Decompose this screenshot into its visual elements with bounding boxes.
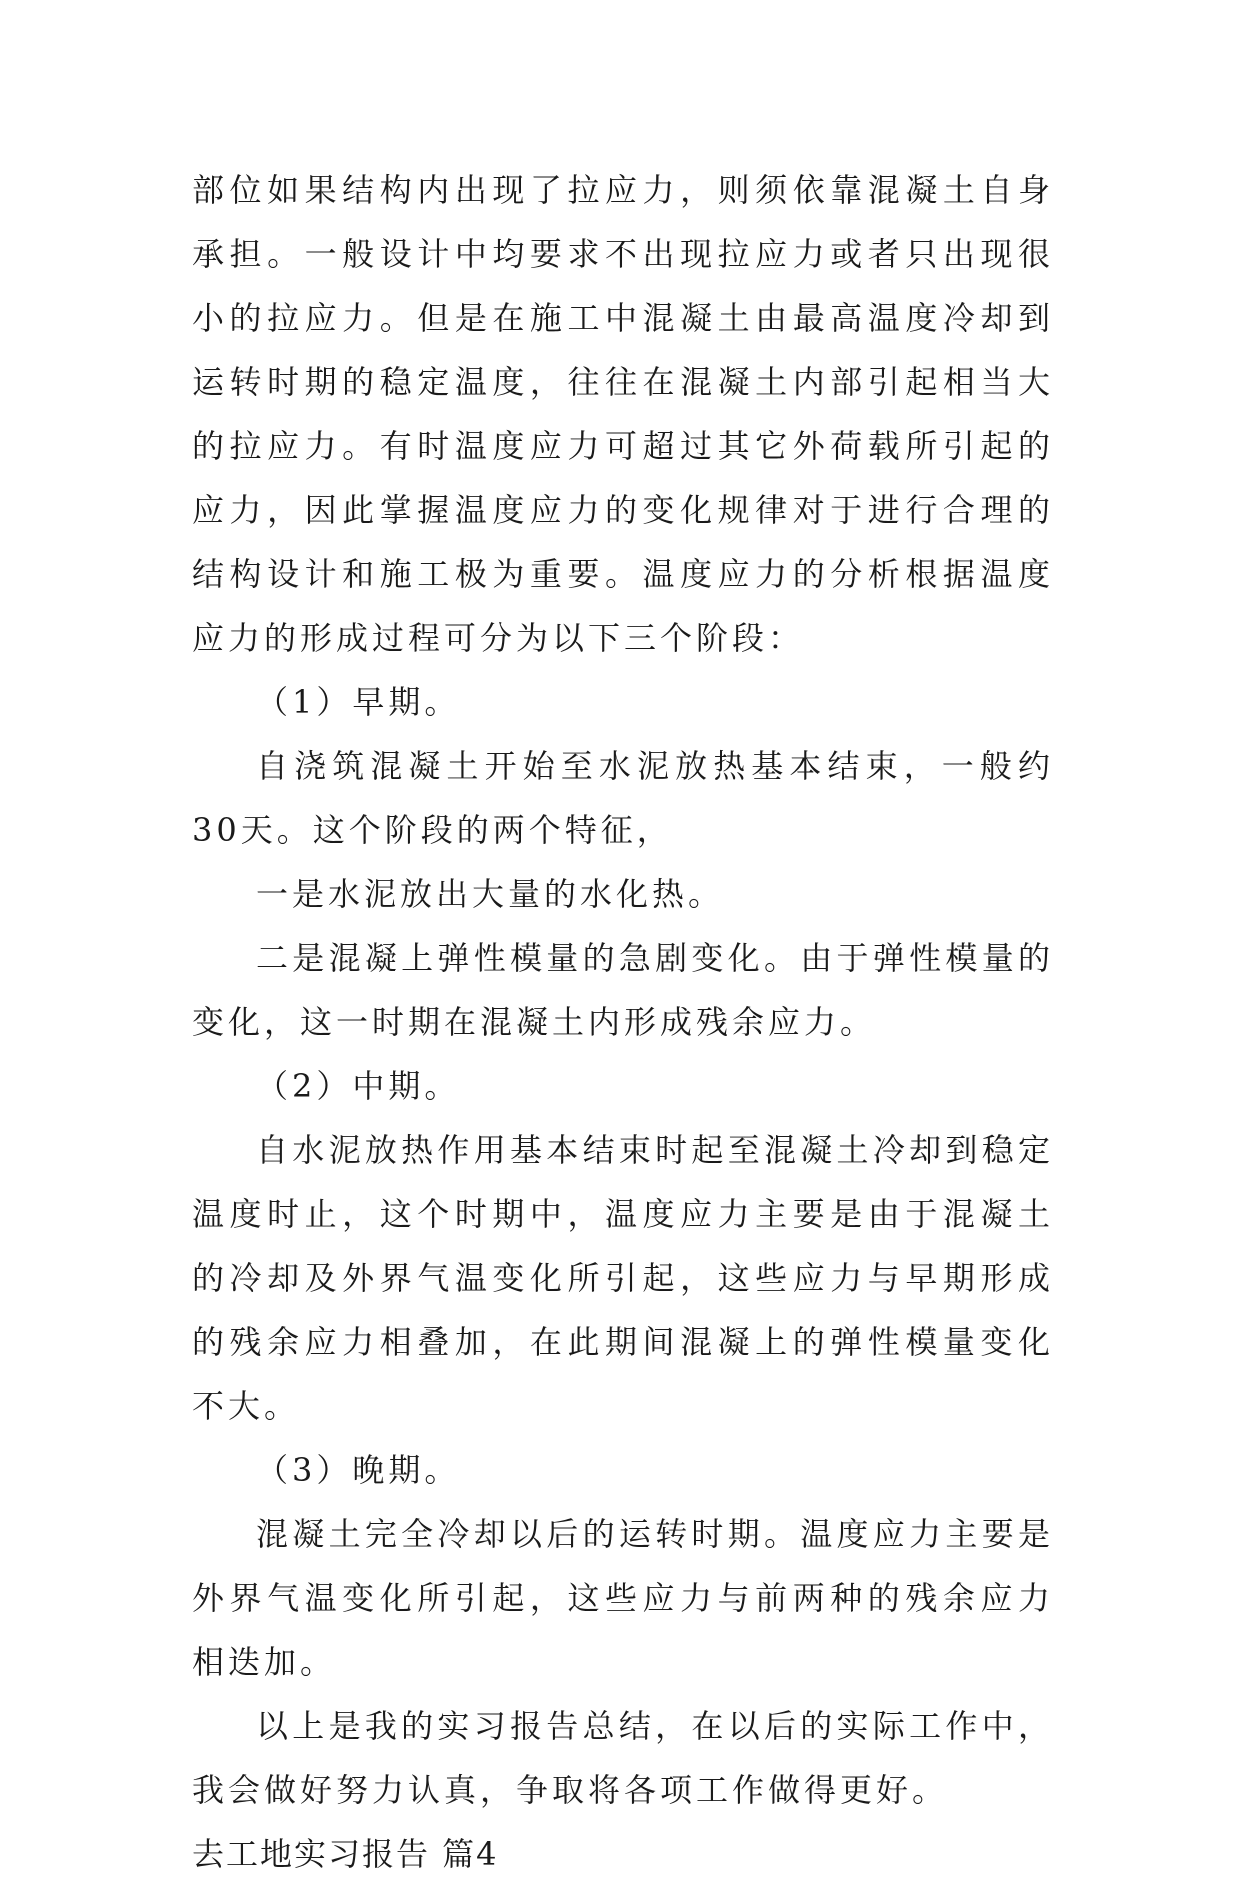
paragraph: 二是混凝上弹性模量的急剧变化。由于弹性模量的变化，这一时期在混凝土内形成残余应力。 <box>192 939 1054 1041</box>
paragraph: 自水泥放热作用基本结束时起至混凝土冷却到稳定温度时止，这个时期中，温度应力主要是由于混凝土的冷却及外界气温变化所引起，这些应力与早期形成的残余应力相叠加，在此期间混凝上的弹性模量变化不大。 <box>192 1131 1054 1425</box>
section-title: 去工地实习报告 篇4 <box>192 1835 499 1873</box>
paragraph: 部位如果结构内出现了拉应力，则须依靠混凝土自身承担。一般设计中均要求不出现拉应力或者只出现很小的拉应力。但是在施工中混凝土由最高温度冷却到运转时期的稳定温度，往往在混凝土内部引起相当大的拉应力。有时温度应力可超过其它外荷载所引起的应力，因此掌握温度应力的变化规律对于进行合理的结构设计和施工极为重要。温度应力的分析根据温度应力的形成过程可分为以下三个阶段： <box>192 171 1054 657</box>
paragraph: （3）晚期。 <box>256 1451 461 1489</box>
paragraph: 混凝土完全冷却以后的运转时期。温度应力主要是外界气温变化所引起，这些应力与前两种的残余应力相迭加。 <box>192 1515 1054 1681</box>
document-body <box>192 158 1054 1886</box>
paragraph: 以上是我的实习报告总结，在以后的实际工作中，我会做好努力认真，争取将各项工作做得更好。 <box>192 1707 1054 1809</box>
paragraph: 自浇筑混凝土开始至水泥放热基本结束，一般约30天。这个阶段的两个特征， <box>192 747 1054 849</box>
paragraph: 一是水泥放出大量的水化热。 <box>256 875 725 913</box>
paragraph: （2）中期。 <box>256 1067 461 1105</box>
paragraph: （1）早期。 <box>256 683 461 721</box>
